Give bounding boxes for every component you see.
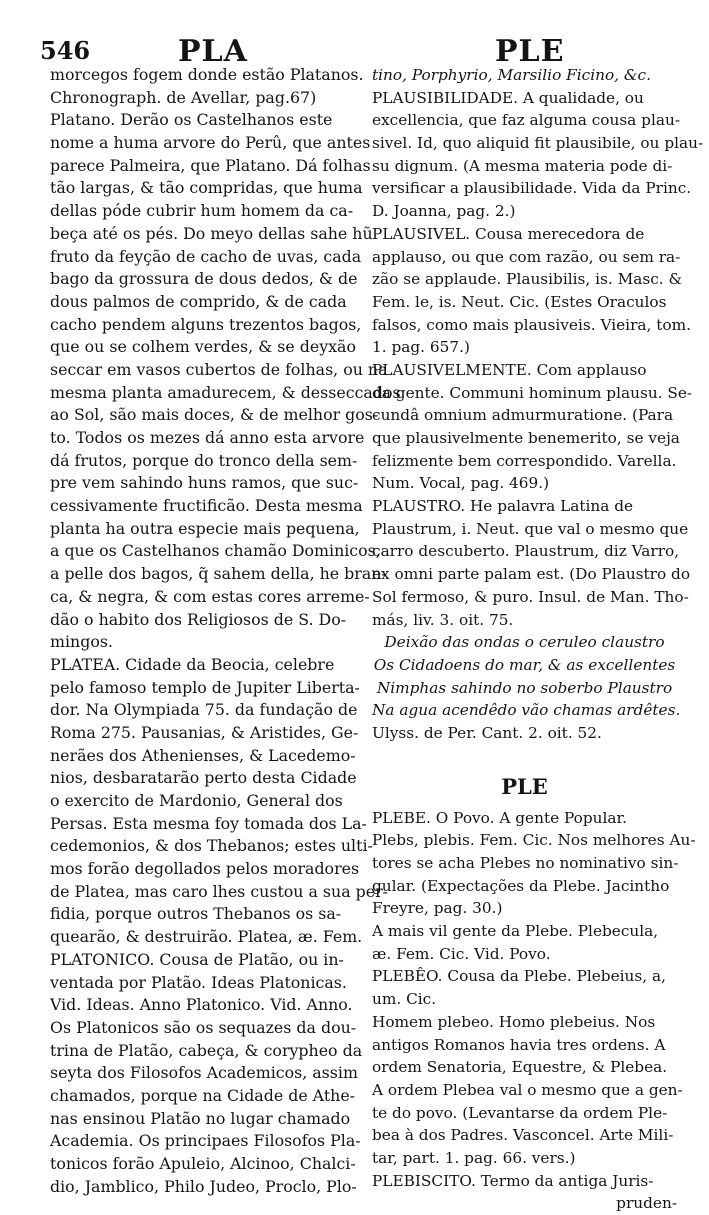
text-line: parece Palmeira, que Platano. Dá folhas bbox=[50, 155, 371, 175]
text-line: chamados, porque na Cidade de Athe- bbox=[50, 1085, 356, 1105]
text-line: su dignum. (A mesma materia pode di- bbox=[372, 156, 673, 175]
text-line: Academia. Os principaes Filosofos Pla- bbox=[50, 1131, 361, 1151]
text-line: PLEBISCITO. Termo da antiga Juris- bbox=[372, 1171, 654, 1190]
text-line: seccar em vasos cubertos de folhas, ou na bbox=[50, 359, 388, 379]
page-header bbox=[0, 24, 709, 69]
text-line: versificar a plausibilidade. Vida da Princ. bbox=[372, 179, 692, 198]
text-line: Plebs, plebis. Fem. Cic. Nos melhores Au- bbox=[372, 831, 696, 850]
text-line: A ordem Plebea val o mesmo que a gen- bbox=[372, 1080, 683, 1099]
text-line: PLATEA. Cidade da Beocia, celebre bbox=[50, 654, 335, 674]
text-line: tão largas, & tão compridas, que huma bbox=[50, 178, 363, 198]
text-line: sivel. Id, quo aliquid fit plausibile, ou plau- bbox=[372, 134, 704, 153]
text-line: a pelle dos bagos, q̃ sahem della, he bran- bbox=[50, 564, 387, 584]
text-line: falsos, como mais plausiveis. Vieira, tom. bbox=[372, 315, 691, 334]
text-line: Os Platonicos são os sequazes da dou- bbox=[50, 1017, 357, 1037]
text-line: mesma planta amadurecem, & desseccados bbox=[50, 382, 401, 402]
text-line: te do povo. (Levantarse da ordem Ple- bbox=[372, 1103, 668, 1122]
text-line: o exercito de Mardonio, General dos bbox=[50, 791, 343, 810]
text-line: applauso, ou que com razão, ou sem ra- bbox=[372, 247, 681, 266]
text-line: nios, desbaratarão perto desta Cidade bbox=[50, 768, 357, 788]
text-line: PLEBÊO. Cousa da Plebe. Plebeius, a, bbox=[372, 967, 666, 986]
text-line: dellas póde cubrir hum homem da ca- bbox=[50, 201, 354, 221]
text-line: nome a huma arvore do Perû, que antes bbox=[50, 133, 371, 153]
text-line: mingos. bbox=[50, 632, 113, 652]
left-column bbox=[50, 64, 401, 1198]
text-line: PLATONICO. Cousa de Platão, ou in- bbox=[50, 949, 344, 969]
text-line: PLAUSIVELMENTE. Com applauso bbox=[372, 360, 647, 379]
text-line: pelo famoso templo de Jupiter Liberta- bbox=[50, 677, 360, 697]
text-line: tonicos forão Apuleio, Alcinoo, Chalci- bbox=[50, 1154, 356, 1173]
text-line: cacho pendem alguns trezentos bagos, bbox=[50, 314, 362, 334]
text-line bbox=[372, 745, 677, 767]
text-line: PLEBE. O Povo. A gente Popular. bbox=[372, 808, 628, 827]
text-line: Vid. Ideas. Anno Platonico. Vid. Anno. bbox=[50, 995, 353, 1015]
text-line: to. Todos os mezes dá anno esta arvore bbox=[50, 428, 365, 447]
text-line: ex omni parte palam est. (Do Plaustro do bbox=[372, 565, 691, 584]
text-line: carro descuberto. Plaustrum, diz Varro, bbox=[372, 542, 680, 561]
text-line: tar, part. 1. pag. 66. vers.) bbox=[372, 1148, 576, 1167]
text-line: Ulyss. de Per. Cant. 2. oit. 52. bbox=[372, 723, 602, 742]
text-line: nas ensinou Platão no lugar chamado bbox=[50, 1108, 351, 1128]
text-line: ca, & negra, & com estas cores arreme- bbox=[50, 586, 370, 606]
text-line: Os Cidadoens do mar, & as excellentes bbox=[373, 655, 676, 674]
text-line: a que os Castelhanos chamão Dominicos, bbox=[50, 541, 381, 561]
right-column bbox=[372, 64, 704, 1215]
text-line: Nimphas sahindo no soberbo Plaustro bbox=[376, 678, 673, 697]
text-line: A mais vil gente da Plebe. Plebecula, bbox=[372, 922, 659, 941]
text-line: planta ha outra especie mais pequena, bbox=[50, 518, 360, 538]
running-head-right: PLE bbox=[495, 34, 565, 69]
text-line: Homem plebeo. Homo plebeius. Nos bbox=[372, 1012, 656, 1031]
text-line: nerães dos Athenienses, & Lacedemo- bbox=[50, 745, 356, 765]
text-line: zão se applaude. Plausibilis, is. Masc. & bbox=[372, 270, 683, 289]
text-line: um. Cic. bbox=[372, 990, 437, 1009]
text-line: Roma 275. Pausanias, & Aristides, Ge- bbox=[50, 722, 359, 742]
text-line: quearão, & destruirão. Platea, æ. Fem. bbox=[50, 927, 363, 947]
text-line: morcegos fogem donde estão Platanos. bbox=[50, 65, 364, 84]
text-line: cessivamente fructificão. Desta mesma bbox=[50, 496, 363, 516]
text-line: Chronograph. de Avellar, pag.67) bbox=[50, 87, 317, 107]
text-line: que ou se colhem verdes, & se deyxão bbox=[50, 337, 356, 357]
running-head-left: PLA bbox=[178, 34, 248, 69]
text-line: Persas. Esta mesma foy tomada dos La- bbox=[50, 813, 367, 833]
text-line: mos forão degollados pelos moradores bbox=[50, 859, 360, 879]
text-line: dão o habito dos Religiosos de S. Do- bbox=[50, 609, 347, 629]
text-line: Na agua acendêdo vão chamas ardêtes. bbox=[372, 701, 681, 720]
text-line: fruto da feyção de cacho de uvas, cada bbox=[50, 246, 362, 266]
text-line: æ. Fem. Cic. Vid. Povo. bbox=[372, 944, 551, 963]
text-line: ordem Senatoria, Equestre, & Plebea. bbox=[372, 1058, 668, 1077]
catchword: pruden- bbox=[616, 1194, 677, 1213]
text-line: dio, Jamblico, Philo Judeo, Proclo, Plo- bbox=[50, 1176, 357, 1196]
text-line: Fem. le, is. Neut. Cic. (Estes Oraculos bbox=[372, 292, 667, 311]
text-line: cedemonios, & dos Thebanos; estes ulti- bbox=[50, 836, 373, 856]
text-line: que plausivelmente benemerito, se veja bbox=[372, 429, 680, 447]
text-line: trina de Platão, cabeça, & corypheo da bbox=[50, 1040, 363, 1060]
text-line: cundâ omnium admurmuratione. (Para bbox=[372, 406, 674, 425]
text-line: tino, Porphyrio, Marsilio Ficino, &c. bbox=[372, 66, 651, 84]
text-line: antigos Romanos havia tres ordens. A bbox=[372, 1035, 666, 1054]
text-line: beça até os pés. Do meyo dellas sahe hũ bbox=[50, 223, 373, 243]
text-line: PLAUSTRO. He palavra Latina de bbox=[372, 497, 634, 516]
text-line: fidia, porque outros Thebanos os sa- bbox=[50, 904, 342, 924]
text-line: PLAUSIBILIDADE. A qualidade, ou bbox=[372, 88, 644, 107]
text-line: da gente. Communi hominum plausu. Se- bbox=[372, 383, 693, 402]
text-line: Freyre, pag. 30.) bbox=[372, 899, 503, 918]
text-line: Num. Vocal, pag. 469.) bbox=[372, 474, 550, 493]
text-line: más, liv. 3. oit. 75. bbox=[372, 610, 514, 629]
text-line: bago da grossura de dous dedos, & de bbox=[50, 269, 358, 289]
text-line: D. Joanna, pag. 2.) bbox=[372, 202, 516, 221]
text-line: felizmente bem correspondido. Varella. bbox=[372, 451, 677, 470]
text-line: Platano. Derão os Castelhanos este bbox=[50, 110, 333, 130]
text-line: 1. pag. 657.) bbox=[372, 338, 470, 357]
text-line: de Platea, mas caro lhes custou a sua per- bbox=[50, 881, 389, 901]
text-line: dous palmos de comprido, & de cada bbox=[50, 291, 347, 311]
text-line: excellencia, que faz alguma cousa plau- bbox=[372, 111, 680, 130]
text-line: Plaustrum, i. Neut. que val o mesmo que bbox=[372, 519, 689, 538]
text-line: gular. (Expectações da Plebe. Jacintho bbox=[372, 876, 670, 895]
text-line: PLAUSIVEL. Cousa merecedora de bbox=[372, 224, 645, 243]
text-line: ao Sol, são mais doces, & de melhor gos- bbox=[50, 405, 379, 425]
text-line: pre vem sahindo huns ramos, que suc- bbox=[50, 473, 359, 493]
text-line: dá frutos, porque do tronco della sem- bbox=[50, 450, 358, 470]
text-line: bea à dos Padres. Vasconcel. Arte Mili- bbox=[372, 1126, 674, 1145]
text-line: tores se acha Plebes no nominativo sin- bbox=[372, 854, 679, 872]
text-line: Sol fermoso, & puro. Insul. de Man. Tho- bbox=[372, 587, 689, 606]
section-heading: PLE bbox=[501, 773, 548, 799]
text-line: Deixão das ondas o ceruleo claustro bbox=[384, 633, 665, 652]
text-line: seyta dos Filosofos Academicos, assim bbox=[50, 1063, 358, 1083]
text-line: dor. Na Olympiada 75. da fundação de bbox=[50, 700, 358, 720]
text-line: ventada por Platão. Ideas Platonicas. bbox=[50, 972, 347, 992]
page-number: 546 bbox=[40, 36, 91, 65]
